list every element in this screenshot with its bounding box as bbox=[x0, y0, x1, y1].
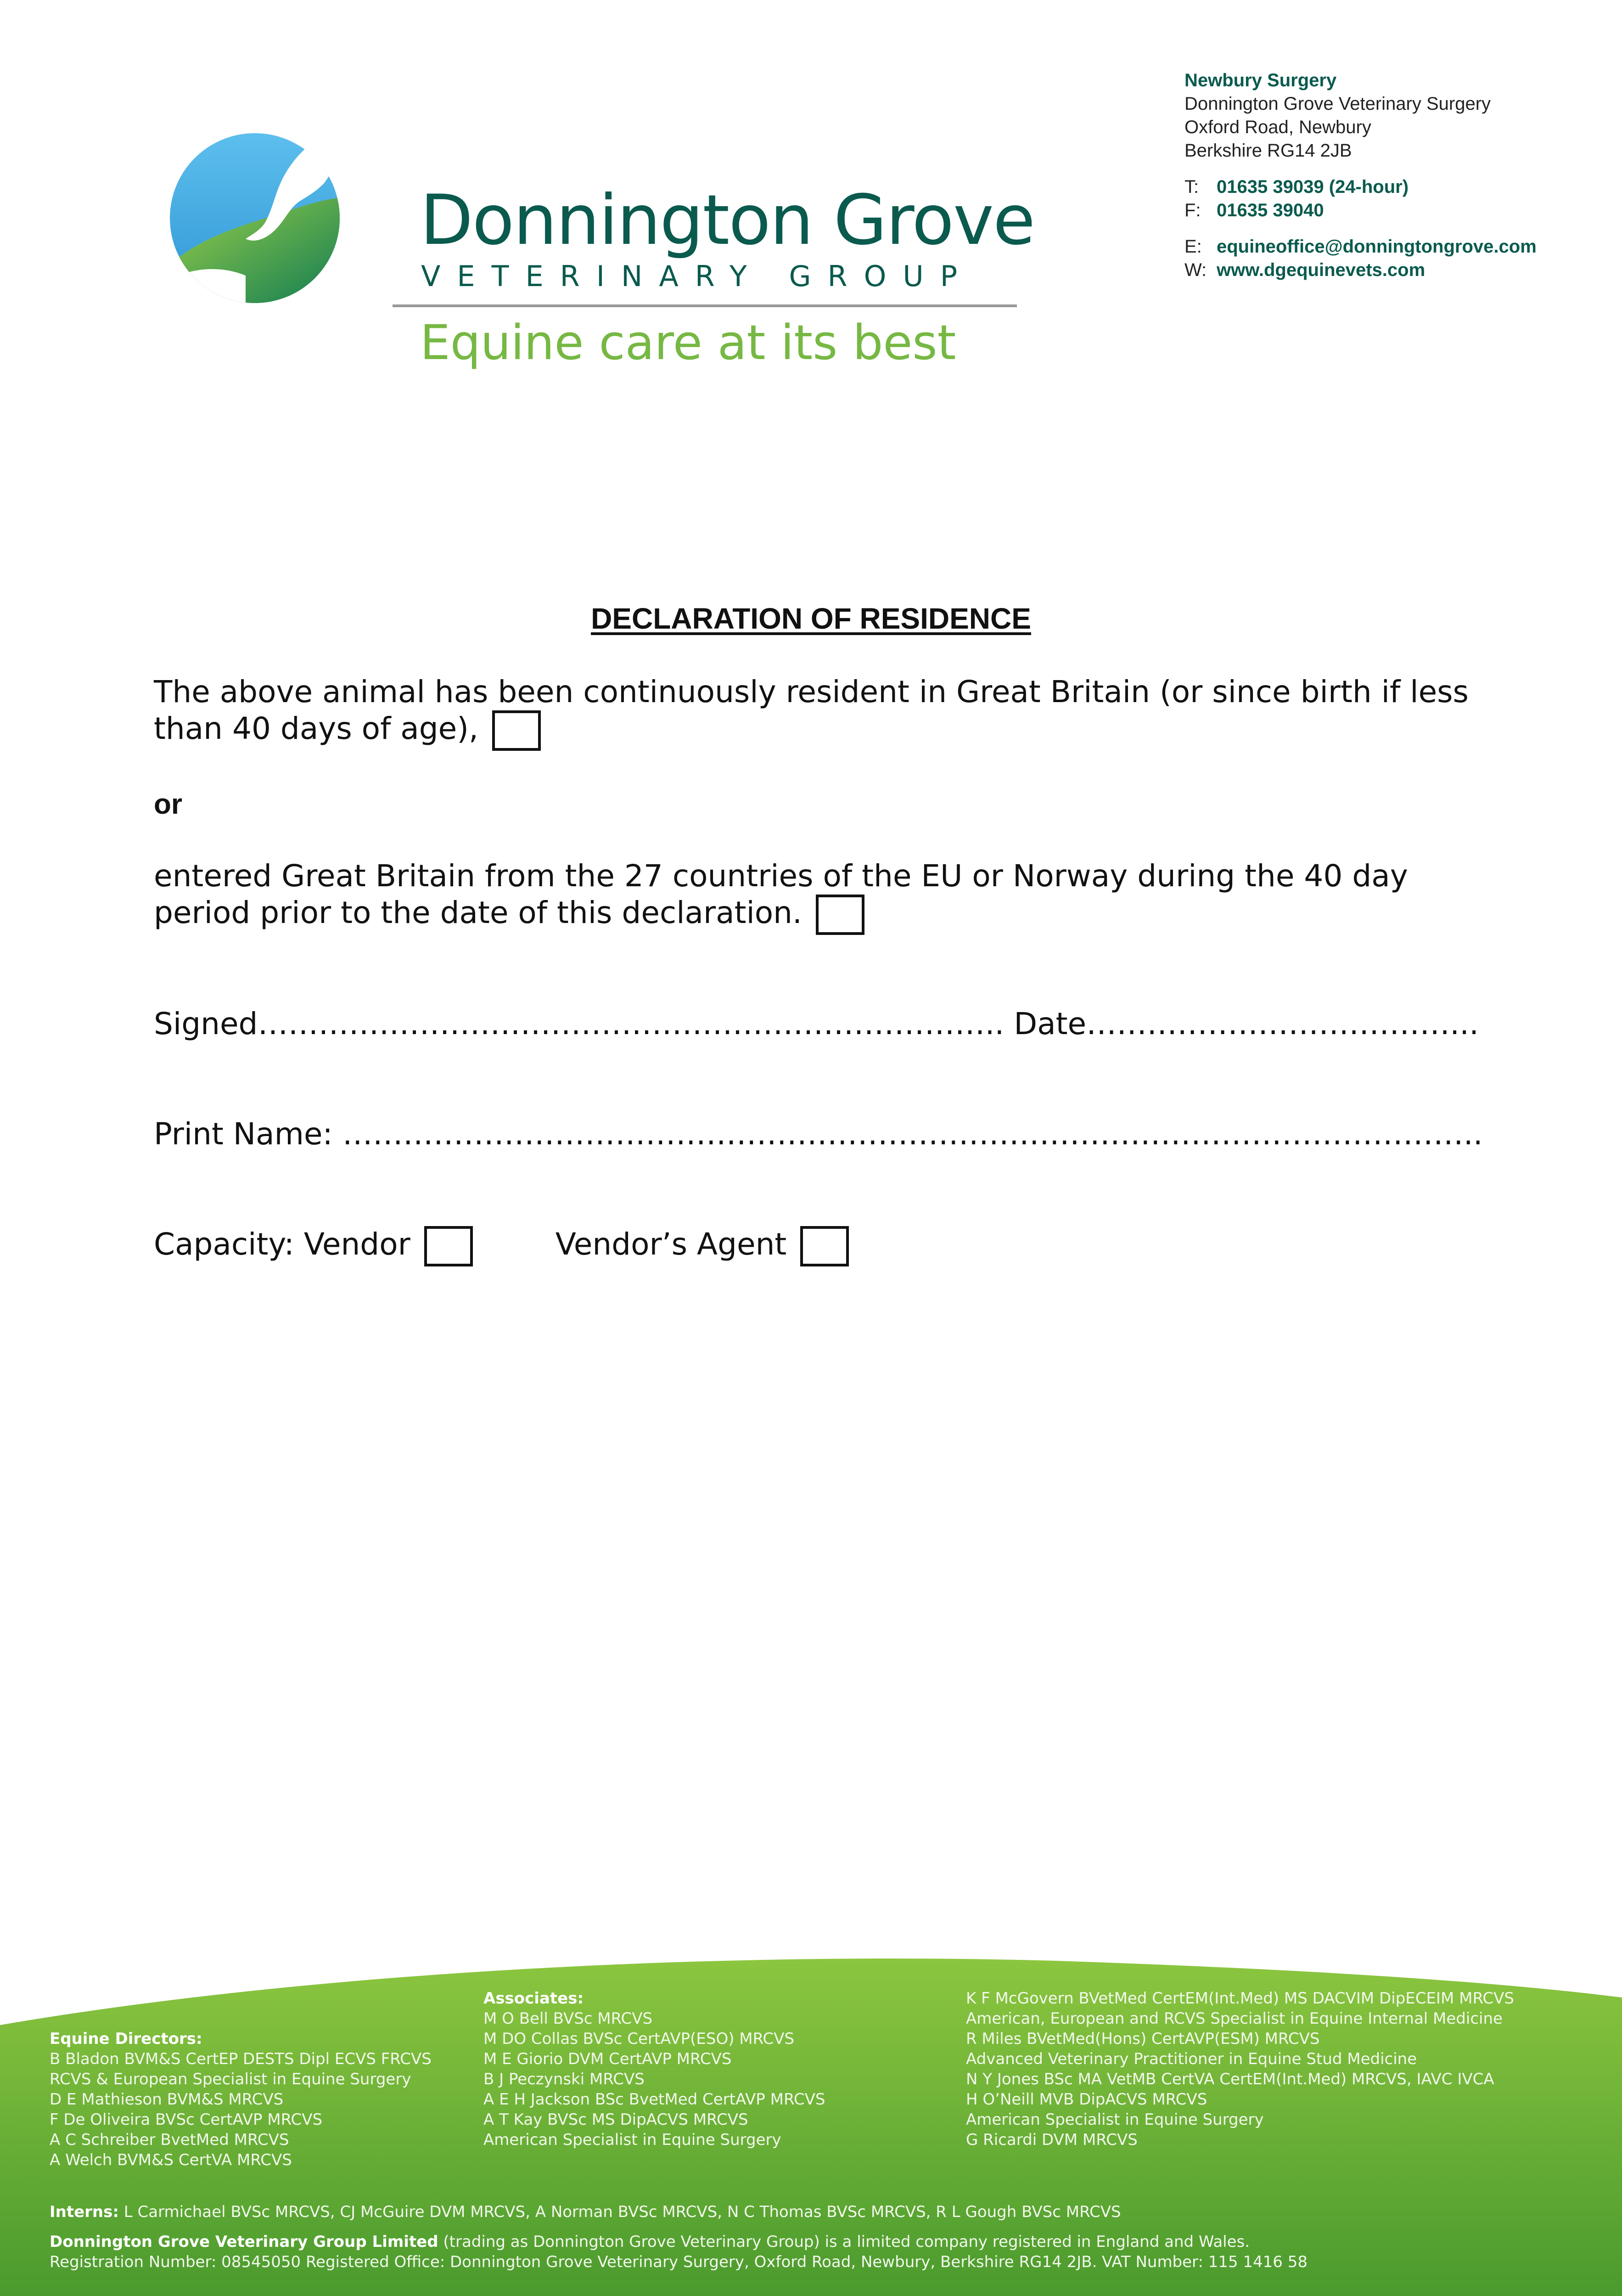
email-link[interactable]: equineoffice@donningtongrove.com bbox=[1217, 236, 1537, 257]
list-item: American, European and RCVS Specialist in Equine Internal Medicine bbox=[966, 2009, 1503, 2028]
resident-checkbox[interactable] bbox=[492, 710, 541, 751]
email-key: E: bbox=[1184, 236, 1202, 257]
directors-heading: Equine Directors: bbox=[50, 2030, 202, 2048]
associates-heading: Associates: bbox=[483, 1989, 584, 2008]
surgery-name: Newbury Surgery bbox=[1184, 70, 1337, 90]
vendor-checkbox[interactable] bbox=[424, 1226, 473, 1266]
logo-icon bbox=[168, 129, 347, 308]
telephone-key: T: bbox=[1184, 177, 1199, 197]
list-item: Advanced Veterinary Practitioner in Equine Stud Medicine bbox=[966, 2050, 1417, 2068]
list-item: R Miles BVetMed(Hons) CertAVP(ESM) MRCVS bbox=[966, 2030, 1320, 2048]
list-item: A C Schreiber BvetMed MRCVS bbox=[50, 2131, 289, 2149]
list-item: K F McGovern BVetMed CertEM(Int.Med) MS DACVIM DipECEIM MRCVS bbox=[966, 1989, 1514, 2008]
brand-subtitle: VETERINARY GROUP bbox=[421, 259, 974, 293]
address-line: Oxford Road, Newbury bbox=[1184, 117, 1371, 137]
list-item: A T Kay BVSc MS DipACVS MRCVS bbox=[483, 2110, 748, 2129]
list-item: American Specialist in Equine Surgery bbox=[966, 2110, 1264, 2129]
or-separator: or bbox=[154, 788, 182, 820]
list-item: RCVS & European Specialist in Equine Surgery bbox=[50, 2070, 411, 2088]
company-description: (trading as Donnington Grove Veterinary Group) is a limited company registered in England and Wales. bbox=[443, 2233, 1250, 2251]
email-line bbox=[1184, 235, 1598, 259]
interns-text: L Carmichael BVSc MRCVS, CJ McGuire DVM MRCVS, A Norman BVSc MRCVS, N C Thomas BVSc MRCVS, R L Gough BVSc MRCVS bbox=[123, 2203, 1121, 2221]
list-item: B J Peczynski MRCVS bbox=[483, 2070, 645, 2088]
fax-key: F: bbox=[1184, 200, 1201, 220]
print-name-field[interactable]: Print Name: ………………………………………………………………………………………………….. bbox=[154, 1116, 1483, 1152]
list-item: A Welch BVM&S CertVA MRCVS bbox=[50, 2151, 292, 2169]
company-name: Donnington Grove Veterinary Group Limited bbox=[50, 2233, 438, 2251]
footer-background bbox=[0, 1956, 1622, 2296]
list-item: M O Bell BVSc MRCVS bbox=[483, 2009, 653, 2028]
list-item: American Specialist in Equine Surgery bbox=[483, 2131, 781, 2149]
list-item: B Bladon BVM&S CertEP DESTS Dipl ECVS FRCVS bbox=[50, 2050, 432, 2068]
list-item: G Ricardi DVM MRCVS bbox=[966, 2131, 1138, 2149]
list-item: M DO Collas BVSc CertAVP(ESO) MRCVS bbox=[483, 2030, 795, 2048]
list-item: N Y Jones BSc MA VetMB CertVA CertEM(Int.Med) MRCVS, IAVC IVCA bbox=[966, 2070, 1494, 2088]
brand-name: Donnington Grove bbox=[420, 180, 1035, 260]
page-title: DECLARATION OF RESIDENCE bbox=[591, 602, 1031, 635]
brand-tagline: Equine care at its best bbox=[420, 315, 956, 371]
web-line bbox=[1184, 259, 1598, 282]
fax-number: 01635 39040 bbox=[1217, 200, 1324, 220]
address-line: Berkshire RG14 2JB bbox=[1184, 141, 1352, 161]
signature-date-field[interactable]: Signed……………………………………………………………….. Date………………………………... bbox=[154, 1006, 1479, 1041]
residence-paragraph bbox=[154, 674, 1485, 751]
telephone-number[interactable]: 01635 39039 (24-hour) bbox=[1217, 177, 1409, 197]
list-item: D E Mathieson BVM&S MRCVS bbox=[50, 2090, 284, 2109]
web-key: W: bbox=[1184, 260, 1207, 280]
list-item: A E H Jackson BSc BvetMed CertAVP MRCVS bbox=[483, 2090, 825, 2109]
entered-checkbox[interactable] bbox=[816, 895, 864, 935]
vendors-agent-checkbox[interactable] bbox=[800, 1226, 849, 1266]
capacity-row bbox=[154, 1226, 1485, 1266]
fax-line bbox=[1184, 199, 1598, 222]
interns-label: Interns: bbox=[50, 2203, 119, 2221]
list-item: M E Giorio DVM CertAVP MRCVS bbox=[483, 2050, 732, 2068]
entered-text: entered Great Britain from the 27 countries of the EU or Norway during the 40 day period prior to the date of this declaration. bbox=[154, 858, 1408, 931]
telephone-line bbox=[1184, 175, 1598, 199]
list-item: H O’Neill MVB DipACVS MRCVS bbox=[966, 2090, 1207, 2109]
entered-paragraph bbox=[154, 858, 1485, 935]
list-item: F De Oliveira BVSc CertAVP MRCVS bbox=[50, 2110, 323, 2129]
website-link[interactable]: www.dgequinevets.com bbox=[1217, 260, 1426, 280]
contact-block bbox=[1184, 69, 1598, 282]
vendors-agent-label: Vendor’s Agent bbox=[555, 1227, 787, 1262]
registration-line: Registration Number: 08545050 Registered Office: Donnington Grove Veterinary Surgery, Oxford Road, Newbury, Berkshire RG14 2JB. VAT Number: 115 1416 58 bbox=[50, 2253, 1308, 2271]
capacity-vendor-label: Capacity: Vendor bbox=[154, 1227, 410, 1262]
brand-divider bbox=[393, 304, 1017, 307]
address-line: Donnington Grove Veterinary Surgery bbox=[1184, 94, 1491, 114]
residence-text: The above animal has been continuously resident in Great Britain (or since birth if less than 40 days of age), bbox=[154, 674, 1469, 747]
